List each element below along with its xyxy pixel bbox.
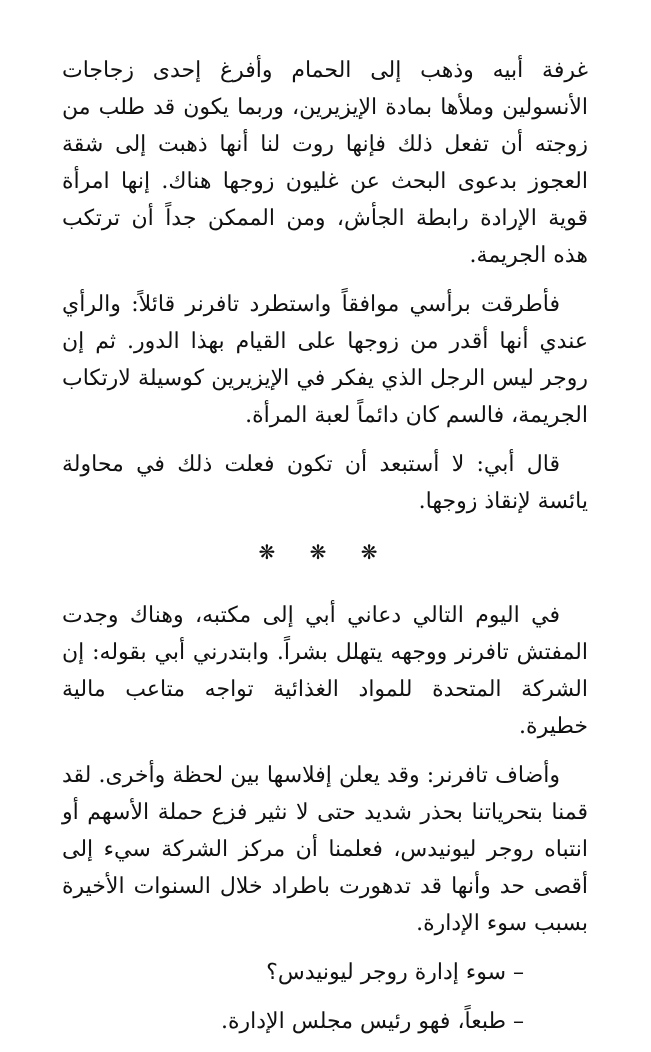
book-page — [62, 52, 588, 1052]
dialogue-line-1: – سوء إدارة روجر ليونيدس؟ — [266, 960, 524, 985]
paragraph-3: قال أبي: لا أستبعد أن تكون فعلت ذلك في محاولة يائسة لإنقاذ زوجها. — [62, 452, 588, 514]
paragraph-2: فأطرقت برأسي موافقاً واستطرد تافرنر قائلاً: والرأي عندي أنها أقدر من زوجها على القيام بهذا الدور. ثم إن روجر ليس الرجل الذي يفكر في الإيزيرين كوسيلة لارتكاب الجريمة، فالسم كان دائماً لعبة المرأة. — [62, 292, 588, 428]
paragraph-4: في اليوم التالي دعاني أبي إلى مكتبه، وهناك وجدت المفتش تافرنر ووجهه يتهلل بشراً. وابتدرني أبي بقوله: إن الشركة المتحدة للمواد الغذائية تواجه متاعب مالية خطيرة. — [62, 603, 588, 739]
section-separator: ❋ ❋ ❋ — [258, 540, 392, 564]
paragraph-1: غرفة أبيه وذهب إلى الحمام وأفرغ إحدى زجاجات الأنسولين وملأها بمادة الإيزيرين، وربما يكون قد طلب من زوجته أن تفعل ذلك فإنها روت لنا أنها ذهبت إلى شقة العجوز بدعوى البحث عن غليون زوجها هناك. إنها امرأة قوية الإرادة رابطة الجأش، ومن الممكن جداً أن ترتكب هذه الجريمة. — [62, 58, 588, 268]
paragraph-5: وأضاف تافرنر: وقد يعلن إفلاسها بين لحظة وأخرى. لقد قمنا بتحرياتنا بحذر شديد حتى لا نثير فزع حملة الأسهم أو انتباه روجر ليونيدس، فعلمنا أن مركز الشركة سيء إلى أقصى حد وأنها قد تدهورت باطراد خلال السنوات الأخيرة بسبب سوء الإدارة. — [62, 763, 588, 936]
dialogue-line-2: – طبعاً، فهو رئيس مجلس الإدارة. — [220, 1009, 524, 1034]
